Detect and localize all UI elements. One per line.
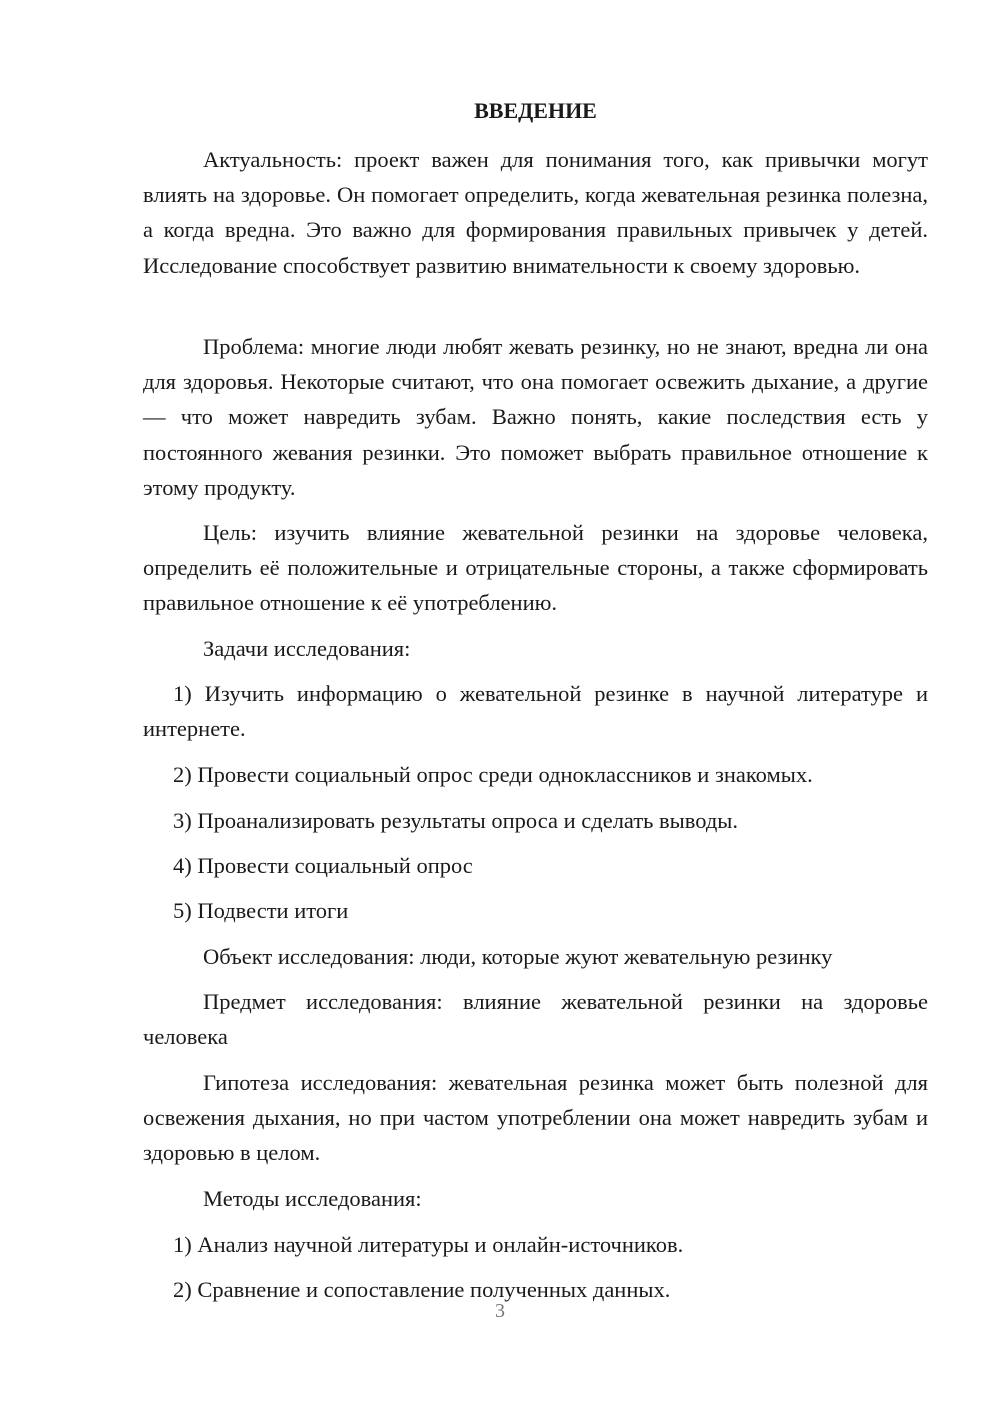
method-item-1: 1) Анализ научной литературы и онлайн-источников. (173, 1232, 684, 1257)
task-item-4: 4) Провести социальный опрос (173, 853, 473, 878)
object-paragraph: Объект исследования: люди, которые жуют жевательную резинку (203, 944, 833, 969)
task-item-2: 2) Провести социальный опрос среди одноклассников и знакомых. (173, 762, 813, 787)
goal-paragraph: Цель: изучить влияние жевательной резинки на здоровье человека, определить её положительные и отрицательные стороны, а также сформировать правильное отношение к её употреблению. (143, 520, 928, 616)
tasks-title: Задачи исследования: (203, 636, 411, 661)
problem-paragraph: Проблема: многие люди любят жевать резинку, но не знают, вредна ли она для здоровья. Некоторые считают, что она помогает освежить дыхание, а другие — что может навредить зубам. Важно понять, какие последствия есть у постоянного жевания резинки. Это поможет выбрать правильное отношение к этому продукту. (143, 334, 928, 500)
task-item-1: 1) Изучить информацию о жевательной резинке в научной литературе и интернете. (143, 681, 928, 742)
page-number: 3 (495, 1300, 505, 1322)
methods-title: Методы исследования: (203, 1186, 422, 1211)
task-item-5: 5) Подвести итоги (173, 898, 349, 923)
task-item-3: 3) Проанализировать результаты опроса и сделать выводы. (173, 808, 739, 833)
relevance-paragraph: Актуальность: проект важен для понимания того, как привычки могут влиять на здоровье. Он помогает определить, когда жевательная резинка полезна, а когда вредна. Это важно для формирования правильных привычек у детей. Исследование способствует развитию внимательности к своему здоровью. (143, 147, 928, 278)
hypothesis-paragraph: Гипотеза исследования: жевательная резинка может быть полезной для освежения дыхания, но при частом употреблении она может навредить зубам и здоровью в целом. (143, 1070, 928, 1166)
method-item-2: 2) Сравнение и сопоставление полученных данных. (173, 1277, 671, 1302)
section-heading: ВВЕДЕНИЕ (474, 98, 597, 123)
subject-paragraph: Предмет исследования: влияние жевательной резинки на здоровье человека (143, 989, 928, 1050)
